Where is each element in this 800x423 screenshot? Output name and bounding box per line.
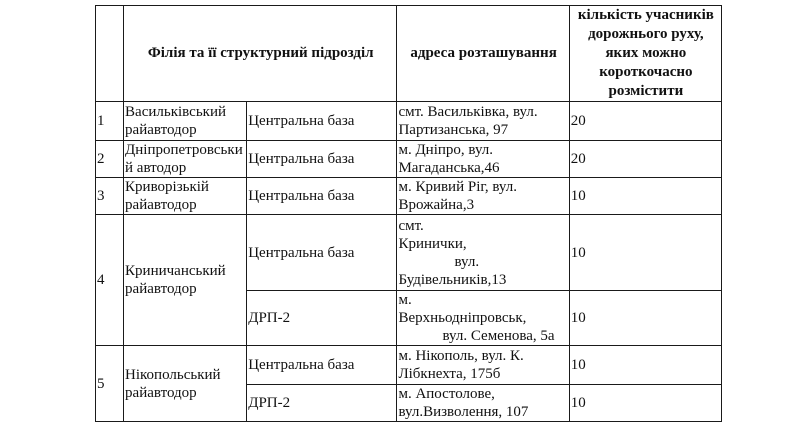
- header-number: [96, 6, 124, 102]
- table-row: [96, 346, 722, 385]
- address-line: вул.Визволення, 107: [398, 404, 529, 420]
- address-line: вул. Семенова, 5а: [442, 328, 555, 344]
- branch-name: Васильківський райавтодор: [124, 102, 247, 141]
- unit-name: ДРП-2: [247, 291, 397, 346]
- unit-name: Центральна база: [247, 346, 397, 385]
- row-number: 4: [96, 215, 124, 346]
- address-line: Верхньодніпровськ,: [398, 310, 527, 326]
- branch-name: Нікопольський райавтодор: [124, 346, 247, 422]
- capacity-value: 20: [569, 141, 721, 178]
- unit-address: [397, 102, 569, 141]
- branch-name: Криничанський райавтодор: [124, 215, 247, 346]
- address-line: Магаданська,46: [398, 160, 500, 176]
- address-line: Врожайна,3: [398, 197, 475, 213]
- capacity-value: 10: [569, 291, 721, 346]
- header-branch-and-unit: Філія та її структурний підрозділ: [124, 6, 397, 102]
- road-users-shelter-table: [95, 5, 722, 422]
- row-number: 2: [96, 141, 124, 178]
- unit-address: [397, 346, 569, 385]
- address-line: смт. Васильківка, вул.: [398, 104, 538, 120]
- header-address: адреса розташування: [397, 6, 569, 102]
- row-number: 1: [96, 102, 124, 141]
- address-line: м. Нікополь, вул. К.: [398, 348, 524, 364]
- unit-address: [397, 178, 569, 215]
- address-line: м. Кривий Ріг, вул.: [398, 179, 517, 195]
- unit-name: Центральна база: [247, 178, 397, 215]
- unit-name: ДРП-2: [247, 385, 397, 422]
- address-line: м. Апостолове,: [398, 386, 495, 402]
- table-row: [96, 215, 722, 291]
- capacity-value: 10: [569, 346, 721, 385]
- address-line: м.: [398, 292, 412, 308]
- address-line: м. Дніпро, вул.: [398, 142, 494, 158]
- address-line: Партизанська, 97: [398, 122, 509, 138]
- unit-address: [397, 291, 569, 346]
- header-capacity: кількість учасників дорожнього руху, яких можно короткочасно розмістити: [569, 6, 721, 102]
- unit-address: [397, 385, 569, 422]
- table-row: [96, 178, 722, 215]
- unit-address: [397, 141, 569, 178]
- address-line: Лібкнехта, 175б: [398, 366, 501, 382]
- row-number: 5: [96, 346, 124, 422]
- table-row: [96, 102, 722, 141]
- unit-name: Центральна база: [247, 102, 397, 141]
- row-number: 3: [96, 178, 124, 215]
- address-line: вул.: [454, 253, 480, 270]
- unit-name: Центральна база: [247, 215, 397, 291]
- address-line: Кринички,: [398, 235, 467, 252]
- capacity-value: 10: [569, 215, 721, 291]
- table-header-row: [96, 6, 722, 102]
- branch-name: Криворізькій райавтодор: [124, 178, 247, 215]
- capacity-value: 10: [569, 178, 721, 215]
- address-line: Будівельників,13: [398, 271, 507, 288]
- address-line: смт.: [398, 217, 424, 234]
- capacity-value: 20: [569, 102, 721, 141]
- capacity-value: 10: [569, 385, 721, 422]
- table-row: [96, 141, 722, 178]
- unit-address: [397, 215, 569, 291]
- unit-name: Центральна база: [247, 141, 397, 178]
- branch-name: Дніпропетровський автодор: [124, 141, 247, 178]
